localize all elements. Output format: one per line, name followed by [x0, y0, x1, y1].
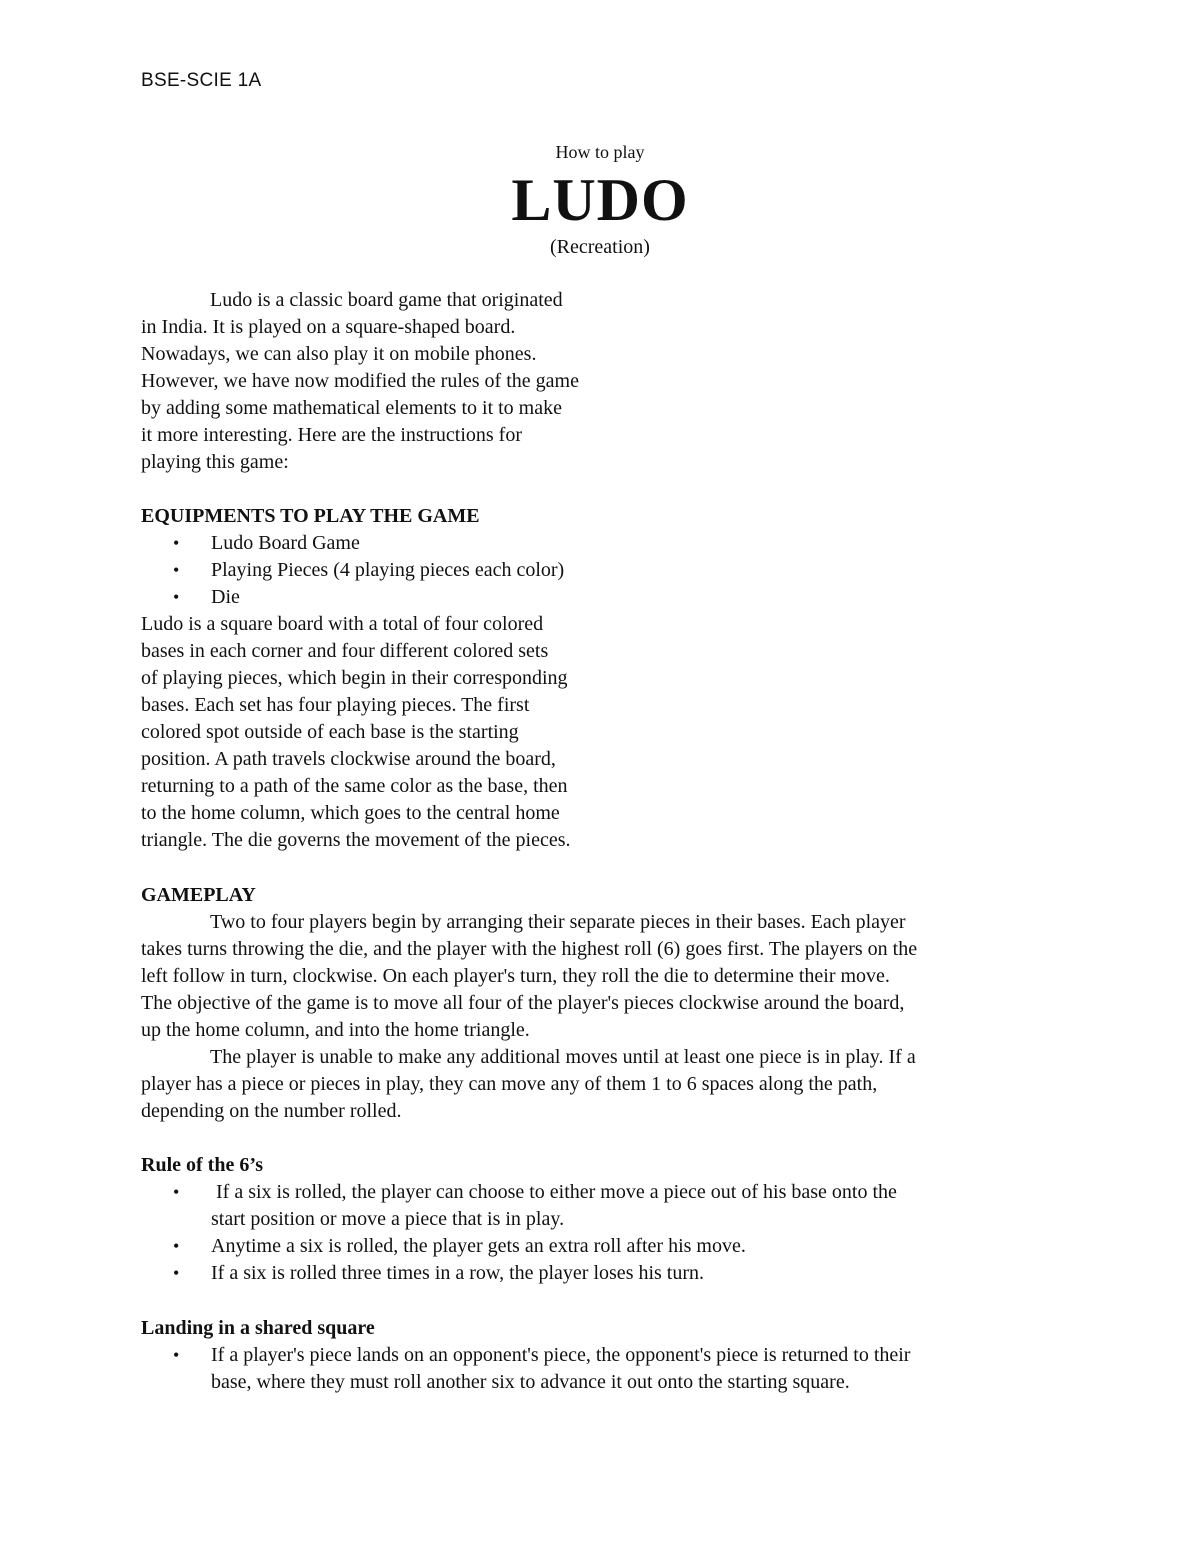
equipment-section — [141, 530, 571, 854]
equipment-line: bases in each corner and four different colored sets — [141, 640, 549, 662]
gameplay-line: takes turns throwing the die, and the player with the highest roll (6) goes first. The players on the — [141, 938, 918, 960]
shared-square-heading: Landing in a shared square — [141, 1317, 375, 1339]
gameplay-line: The objective of the game is to move all four of the player's pieces clockwise around the board, — [141, 992, 905, 1014]
list-item-line: If a player's piece lands on an opponent's piece, the opponent's piece is returned to their — [211, 1344, 911, 1366]
bullet-icon: • — [173, 1345, 180, 1365]
equipment-line: bases. Each set has four playing pieces. The first — [141, 694, 530, 716]
list-item-line: If a six is rolled, the player can choose to either move a piece out of his base onto the — [211, 1181, 897, 1203]
equipment-line: to the home column, which goes to the central home — [141, 802, 560, 824]
equipment-line: position. A path travels clockwise around the board, — [141, 748, 556, 770]
list-item-text: Die — [211, 586, 240, 608]
intro-line: Nowadays, we can also play it on mobile phones. — [141, 343, 537, 365]
equipment-line: triangle. The die governs the movement of the pieces. — [141, 829, 571, 851]
bullet-icon: • — [173, 1236, 180, 1256]
gameplay-line: Two to four players begin by arranging their separate pieces in their bases. Each player — [210, 911, 906, 933]
equipment-line: Ludo is a square board with a total of four colored — [141, 613, 544, 635]
list-item-line: Anytime a six is rolled, the player gets an extra roll after his move. — [211, 1235, 746, 1257]
rule-of-sixes-section — [141, 1179, 897, 1287]
gameplay-section — [141, 909, 917, 1125]
gameplay-line: The player is unable to make any additional moves until at least one piece is in play. If a — [210, 1046, 916, 1068]
document-header-code: BSE-SCIE 1A — [141, 70, 262, 91]
gameplay-line: left follow in turn, clockwise. On each player's turn, they roll the die to determine their move. — [141, 965, 890, 987]
gameplay-heading: GAMEPLAY — [141, 884, 256, 906]
list-item — [141, 1233, 897, 1260]
rule-of-sixes-list — [141, 1179, 897, 1287]
intro-line: However, we have now modified the rules of the game — [141, 370, 579, 392]
document-title: LUDO — [511, 167, 689, 233]
equipment-line: returning to a path of the same color as the base, then — [141, 775, 568, 797]
shared-square-list — [141, 1342, 910, 1396]
rule-of-sixes-heading: Rule of the 6’s — [141, 1154, 264, 1176]
intro-line: Ludo is a classic board game that originated — [210, 289, 563, 311]
list-item-text: Playing Pieces (4 playing pieces each color) — [211, 559, 565, 581]
intro-line: by adding some mathematical elements to it to make — [141, 397, 562, 419]
list-item — [141, 584, 571, 611]
document-subtitle: How to play — [555, 142, 645, 162]
gameplay-line: depending on the number rolled. — [141, 1100, 402, 1122]
bullet-icon: • — [173, 587, 180, 607]
list-item — [141, 530, 571, 557]
list-item — [141, 1179, 897, 1233]
intro-line: playing this game: — [141, 451, 289, 473]
list-item — [141, 1342, 910, 1396]
bullet-icon: • — [173, 533, 180, 553]
list-item — [141, 557, 571, 584]
list-item-line: start position or move a piece that is in play. — [211, 1208, 565, 1230]
equipment-line: colored spot outside of each base is the starting — [141, 721, 519, 743]
equipment-line: of playing pieces, which begin in their corresponding — [141, 667, 568, 689]
list-item — [141, 1260, 897, 1287]
intro-line: it more interesting. Here are the instructions for — [141, 424, 522, 446]
intro-line: in India. It is played on a square-shaped board. — [141, 316, 516, 338]
list-item-line: If a six is rolled three times in a row, the player loses his turn. — [211, 1262, 705, 1284]
document-category: (Recreation) — [550, 236, 650, 258]
gameplay-line: up the home column, and into the home triangle. — [141, 1019, 530, 1041]
list-item-line: base, where they must roll another six to advance it out onto the starting square. — [211, 1371, 850, 1393]
gameplay-line: player has a piece or pieces in play, they can move any of them 1 to 6 spaces along the path, — [141, 1073, 878, 1095]
bullet-icon: • — [173, 1263, 180, 1283]
equipment-heading: EQUIPMENTS TO PLAY THE GAME — [141, 505, 480, 527]
list-item-text: Ludo Board Game — [211, 532, 360, 554]
bullet-icon: • — [173, 560, 180, 580]
intro-paragraph — [141, 287, 579, 476]
equipment-list — [141, 530, 571, 611]
bullet-icon: • — [173, 1182, 180, 1202]
shared-square-section — [141, 1342, 910, 1396]
